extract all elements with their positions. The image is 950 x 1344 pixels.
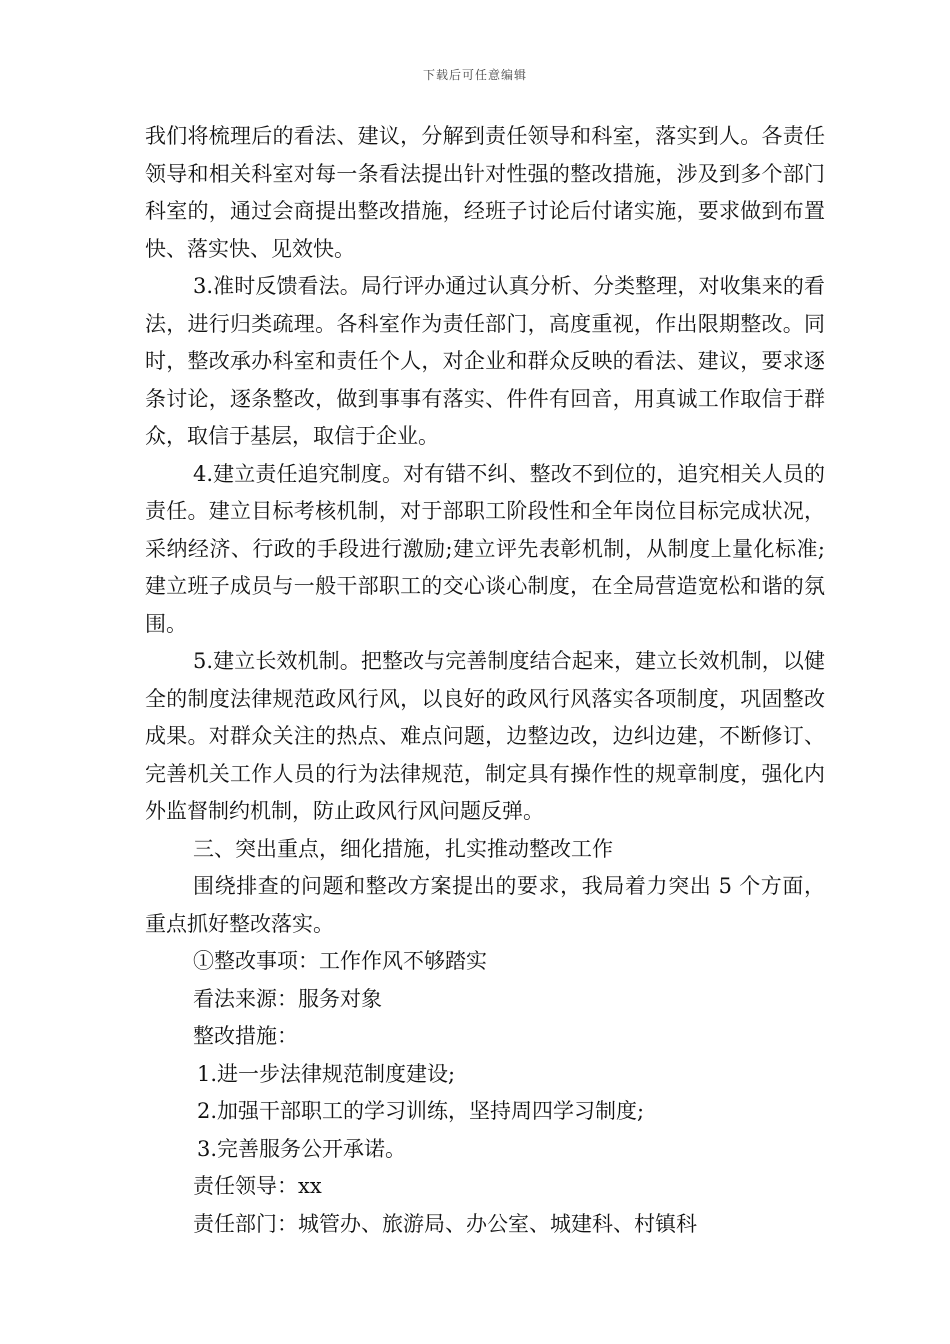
opinion-source: 看法来源：服务对象 [193,986,382,1011]
section-heading: 三、突出重点，细化措施，扎实推动整改工作 [193,836,613,861]
paragraph-feedback: 3.准时反馈看法。局行评办通过认真分析、分类整理，对收集来的看法，进行归类疏理。各科室作为责任部门，高度重视，作出限期整改。同时，整改承办科室和责任个人，对企业和群众反映的看法、建议，要求逐条讨论，逐条整改，做到事事有落实、件件有回音，用真诚工作取信于群众，取信于基层，取信于企业。 [145,274,825,448]
measure-item: 3.完善服务公开承诺。 [197,1136,407,1161]
paragraph-focus-areas: 围绕排查的问题和整改方案提出的要求，我局着力突出 5 个方面，重点抓好整改落实。 [145,874,825,936]
measure-item: 2.加强干部职工的学习训练，坚持周四学习制度; [197,1099,645,1123]
paragraph-accountability: 4.建立责任追究制度。对有错不纠、整改不到位的，追究相关人员的责任。建立目标考核机制，对于部职工阶段性和全年岗位目标完成状况，采纳经济、行政的手段进行激励;建立评先表彰机制，从制度上量化标准;建立班子成员与一般干部职工的交心谈心制度，在全局营造宽松和谐的氛围。 [145,461,825,636]
paragraph-assignment: 我们将梳理后的看法、建议，分解到责任领导和科室，落实到人。各责任领导和相关科室对每一条看法提出针对性强的整改措施，涉及到多个部门科室的，通过会商提出整改措施，经班子讨论后付诸实施，要求做到布置快、落实快、见效快。 [145,124,825,261]
responsible-departments: 责任部门：城管办、旅游局、办公室、城建科、村镇科 [193,1211,697,1236]
measures-label: 整改措施： [193,1024,298,1048]
responsible-leader: 责任领导：xx [193,1174,322,1198]
document-body [145,118,825,1243]
measure-item: 1.进一步法律规范制度建设; [197,1061,456,1086]
paragraph-long-term-mechanism: 5.建立长效机制。把整改与完善制度结合起来，建立长效机制，以健全的制度法律规范政风行风，以良好的政风行风落实各项制度，巩固整改成果。对群众关注的热点、难点问题，边整边改，边纠边建，不断修订、完善机关工作人员的行为法律规范，制定具有操作性的规章制度，强化内外监督制约机制，防止政风行风问题反弹。 [145,649,825,823]
rectification-item: ①整改事项：工作作风不够踏实 [193,949,487,973]
page-header: 下载后可任意编辑 [422,68,527,82]
